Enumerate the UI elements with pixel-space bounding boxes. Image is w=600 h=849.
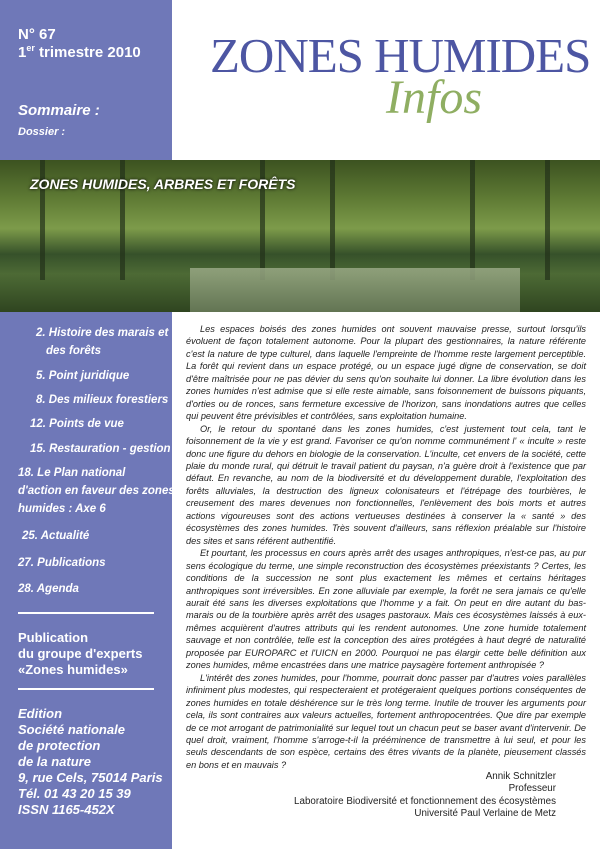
article-paragraph: L'intérêt des zones humides, pour l'homme, pourrait donc passer par d'autres voies parallèles infiniment plus modestes, qui respecteraient et protégeraient quelques portions conséquentes de zones humides en totale déshérence sur le très long terme. Inutile de trouver les arguments pour cela, ils sont contraires aux valeurs actuelles, fortement anthropocentrées. Que dire par exemple de ce mot arrogant de patrimonialité sur lequel tout un chacun peut se baser avant d'intervenir. De quel droit, vraiment, l'homme s'arroge-t-il la prééminence de transmettre à lui seul, et pour les seuls descendants de son espèce, certains des êtres vivants de la planète, pieusement classés en bons et en mauvais ?	[186, 672, 586, 770]
dossier-label: Dossier :	[18, 126, 66, 138]
quarter-superscript: er	[26, 43, 35, 53]
toc-item[interactable]: 25. Actualité	[22, 530, 90, 542]
publication-line: «Zones humides»	[18, 662, 128, 677]
edition-info	[18, 706, 163, 818]
edition-line: Tél. 01 43 20 15 39	[18, 786, 131, 801]
toc-item[interactable]: 12. Points de vue	[30, 418, 124, 430]
toc-item[interactable]: 5. Point juridique	[36, 370, 130, 382]
toc-item[interactable]: 28. Agenda	[18, 583, 79, 595]
quarter-text: trimestre 2010	[34, 44, 141, 61]
author-title: Professeur	[508, 783, 556, 795]
photo-tree	[330, 160, 335, 280]
publication-info	[18, 630, 142, 678]
photo-water	[190, 268, 520, 312]
publication-line: du groupe d'experts	[18, 646, 143, 661]
sommaire-heading: Sommaire :	[18, 102, 100, 119]
dossier-title: ZONES HUMIDES, ARBRES ET FORÊTS	[30, 176, 296, 192]
toc-item[interactable]: humides : Axe 6	[18, 503, 106, 515]
article-paragraph: Or, le retour du spontané dans les zones humides, c'est justement tout cela, tant le foisonnement de la vie y est grand. Favoriser ce qu'on nomme communément l' « inculte » reste donc une figure du dehors en biologie de la conservation. L'inculte, cet envers de la société, cette plaie du monde rural, qui détruit le travail patient du paysan, n'a guère droit à l'existence que par défaut. En revanche, au nom de la biodiversité et du développement durable, l'exploitation des forêts alluviales, la destruction des ligneux colonisateurs et l'étrépage des tourbières, le creusement des mares devenues non fonctionnelles, l'enlèvement des bois morts et autres actions vigoureuses sont des actions vertueuses destinées à conserver la « santé » des écosystèmes des zones humides. Très souvent d'ailleurs, sans réflexion préalable sur l'histoire des sites et sans référent authentifié.	[186, 423, 586, 546]
publication-line: Publication	[18, 630, 89, 645]
toc-item[interactable]: 27. Publications	[18, 557, 106, 569]
masthead-title: ZONES HUMIDES	[210, 28, 591, 83]
toc-item[interactable]: 18. Le Plan national	[18, 467, 126, 479]
author-name: Annik Schnitzler	[485, 771, 556, 782]
issue-quarter	[18, 44, 141, 62]
edition-line: Société nationale	[18, 722, 125, 737]
article-paragraph: Et pourtant, les processus en cours après arrêt des usages anthropiques, n'est-ce pas, au pur sens écologique du terme, une simple reconstruction des écosystèmes préexistants ? Certes, les conditions de la succession ne sont plus exactement les mêmes et certains héritages anthropiques sont irréversibles. En zone alluviale par exemple, la forêt ne sera jamais ce qu'elle aurait été sans les diverses exploitations que l'homme y a fait. On peut en dire autant du bas-marais ou de la tourbière après arrêt des usages pastoraux. Mais ces écosystèmes laissés à eux-mêmes acquièrent d'autres attributs qui les rendent autonomes. Une zone humide totalement sauvage et non contrôlée, telle est la conception des aires protégées à haut degré de naturalité proposée par EUROPARC et l'UICN en 2000. Pourquoi ne pas élargir cette belle définition aux zones humides, même encastrées dans une matrice paysagère fortement anthropisée ?	[186, 548, 586, 671]
article-paragraph: Les espaces boisés des zones humides ont souvent mauvaise presse, surtout lorsqu'ils évoluent de façon totalement autonome. Pour la plupart des gestionnaires, la nature référente c'est la nature de type culturel, dans laquelle l'empreinte de l'homme reste largement perceptible. La forêt qui revient dans un espace protégé, ou un espace jugé digne de conservation, se doit d'être maîtrisée pour ne pas dévier du sens qu'on souhaite lui donner. La libre évolution dans les zones humides n'est admise que si elle reste aimable, sans foisonnement de buissons piquants, d'orties ou de ronces, sans fermeture excessive de l'horizon, sans inondations autres que celles qui peuvent être prévisibles et contrôlées, sans exploitation humaine.	[186, 324, 586, 422]
sidebar-divider	[18, 612, 154, 614]
edition-line: Edition	[18, 706, 63, 721]
author-lab: Laboratoire Biodiversité et fonctionnement des écosystèmes	[294, 795, 556, 807]
toc-item[interactable]: 15. Restauration - gestion	[30, 443, 171, 455]
issue-number: N° 67	[18, 26, 56, 43]
edition-line: 9, rue Cels, 75014 Paris	[18, 770, 163, 785]
edition-line: de protection	[18, 738, 101, 753]
edition-line: ISSN 1165-452X	[18, 802, 115, 817]
edition-line: de la nature	[18, 754, 91, 769]
toc-item[interactable]: 2. Histoire des marais et	[36, 327, 169, 339]
toc-item[interactable]: 8. Des milieux forestiers	[36, 394, 169, 406]
author-signature	[294, 771, 556, 821]
cover-photo	[0, 160, 600, 312]
toc-item[interactable]: des forêts	[46, 345, 101, 357]
masthead-subtitle: Infos	[386, 71, 482, 124]
toc-item[interactable]: d'action en faveur des zones	[18, 485, 175, 497]
quarter-number: 1	[18, 44, 27, 61]
editorial-article	[186, 323, 586, 771]
issue-info	[18, 26, 141, 62]
photo-tree	[545, 160, 550, 280]
author-university: Université Paul Verlaine de Metz	[414, 808, 556, 820]
sidebar-divider	[18, 688, 154, 690]
photo-tree	[470, 160, 475, 280]
